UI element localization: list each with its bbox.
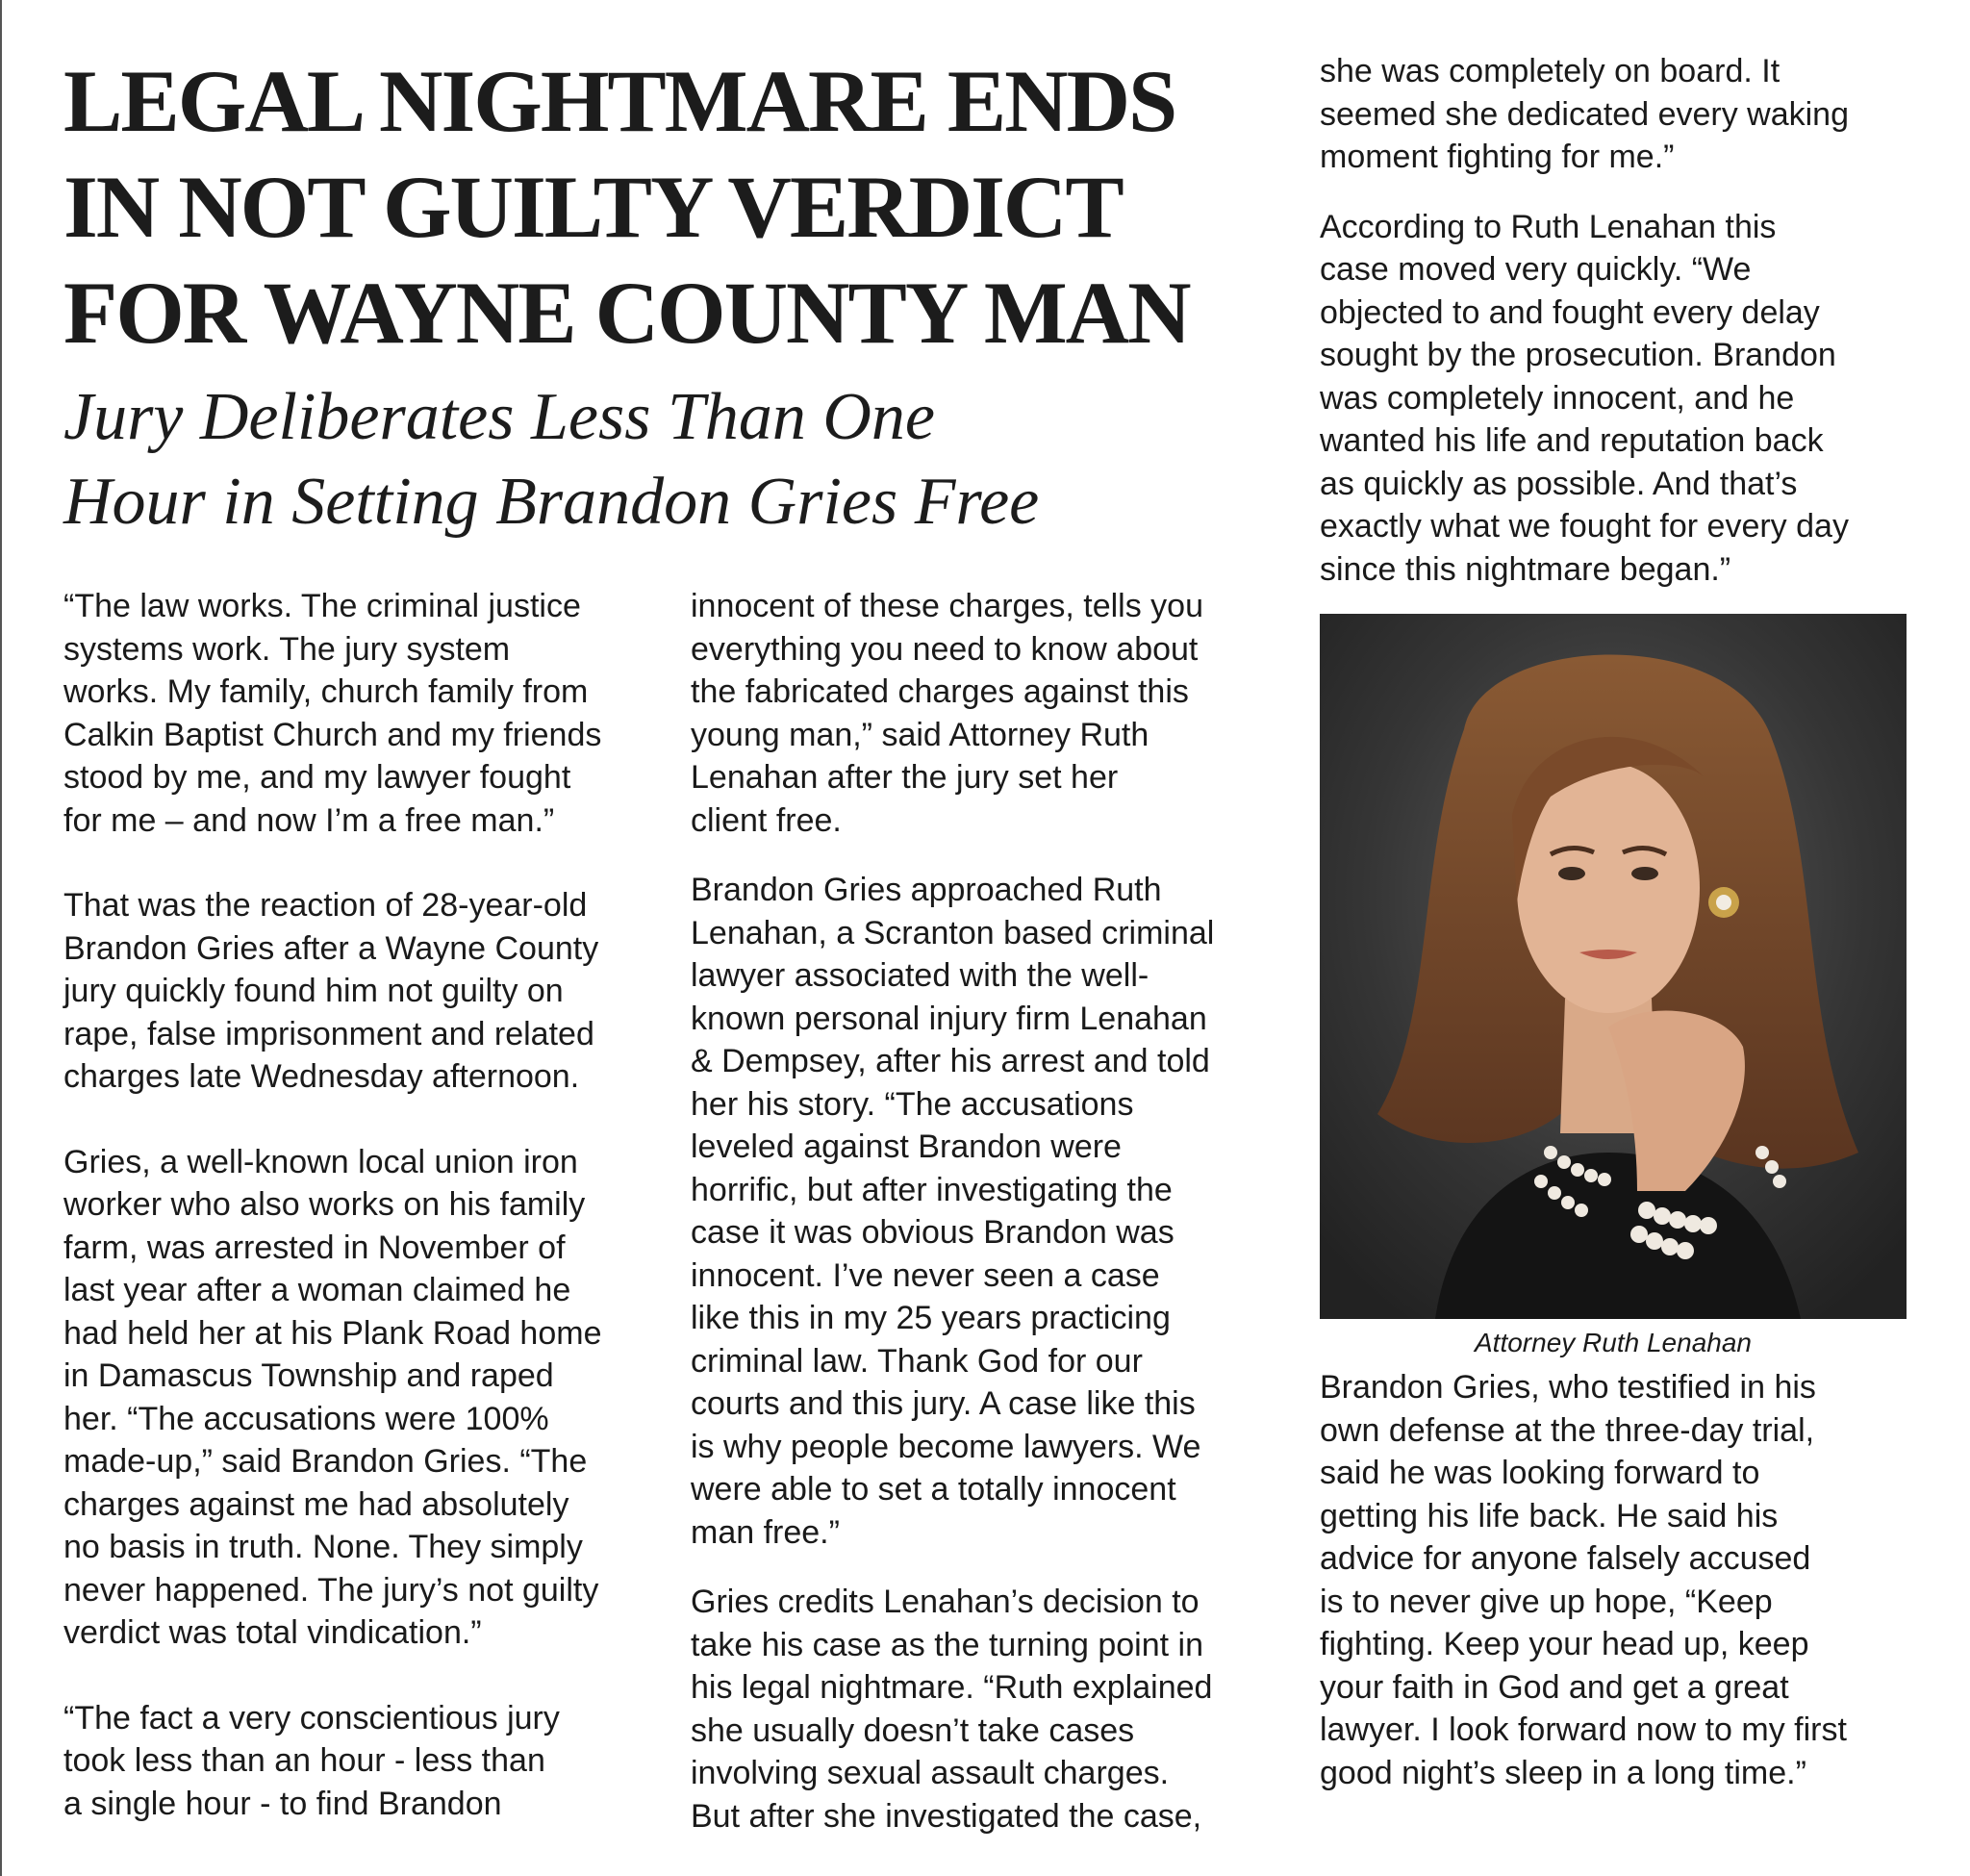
text-line: stood by me, and my lawyer fought	[63, 759, 571, 796]
paragraph	[691, 869, 1297, 1554]
text-line: client free.	[691, 801, 842, 839]
text-line: last year after a woman claimed he	[63, 1272, 571, 1308]
text-line: Brandon Gries, who testified in his	[1320, 1369, 1816, 1406]
text-line: made-up,” said Brandon Gries. “The	[63, 1443, 588, 1480]
text-line: verdict was total vindication.”	[63, 1614, 482, 1651]
text-line: advice for anyone falsely accused	[1320, 1540, 1811, 1577]
text-line: & Dempsey, after his arrest and told	[691, 1043, 1210, 1079]
headline-line: FOR WAYNE COUNTY MAN	[63, 264, 1190, 362]
text-line: she usually doesn’t take cases	[691, 1711, 1135, 1749]
text-line: is why people become lawyers. We	[691, 1428, 1201, 1465]
text-line: rape, false imprisonment and related	[63, 1015, 594, 1052]
text-line: her. “The accusations were 100%	[63, 1400, 549, 1437]
text-line: leveled against Brandon were	[691, 1128, 1122, 1165]
paragraph	[63, 1141, 669, 1655]
text-line: objected to and fought every delay	[1320, 293, 1820, 331]
text-line: farm, was arrested in November of	[63, 1229, 566, 1266]
text-line: man free.”	[691, 1513, 840, 1551]
text-line: Brandon Gries approached Ruth	[691, 872, 1162, 908]
text-line: her his story. “The accusations	[691, 1085, 1134, 1123]
text-line: getting his life back. He said his	[1320, 1497, 1779, 1534]
paragraph	[691, 1581, 1297, 1838]
text-line: case moved very quickly. “We	[1320, 251, 1752, 288]
text-line: fighting. Keep your head up, keep	[1320, 1626, 1809, 1662]
article-column-1	[63, 585, 669, 1825]
text-line: lawyer. I look forward now to my first	[1320, 1711, 1847, 1748]
paragraph	[63, 884, 669, 1099]
text-line: your faith in God and get a great	[1320, 1668, 1789, 1706]
text-line: took less than an hour - less than	[63, 1742, 545, 1779]
text-line: as quickly as possible. And that’s	[1320, 465, 1798, 502]
headline-line: IN NOT GUILTY VERDICT	[63, 158, 1123, 256]
article-column-2	[691, 585, 1297, 1838]
text-line: criminal law. Thank God for our	[691, 1342, 1143, 1380]
text-line: never happened. The jury’s not guilty	[63, 1571, 599, 1609]
text-line: jury quickly found him not guilty on	[63, 973, 564, 1009]
text-line: had held her at his Plank Road home	[63, 1314, 602, 1352]
text-line: Lenahan after the jury set her	[691, 759, 1119, 796]
text-line: charges against me had absolutely	[63, 1485, 569, 1523]
text-line: for me – and now I’m a free man.”	[63, 801, 555, 839]
photo-caption: Attorney Ruth Lenahan	[1475, 1328, 1752, 1357]
text-line: Brandon Gries after a Wayne County	[63, 929, 599, 967]
text-line: charges late Wednesday afternoon.	[63, 1058, 580, 1095]
paragraph	[691, 585, 1297, 842]
text-line: since this nightmare began.”	[1320, 550, 1731, 588]
paragraph	[1320, 1366, 1935, 1794]
subheadline-line: Hour in Setting Brandon Gries Free	[63, 465, 1040, 539]
headline-line: LEGAL NIGHTMARE ENDS	[63, 52, 1176, 150]
paragraph	[1320, 50, 1935, 179]
text-line: innocent of these charges, tells you	[691, 588, 1203, 624]
text-line: According to Ruth Lenahan this	[1320, 208, 1777, 245]
subheadline-line: Jury Deliberates Less Than One	[63, 380, 936, 454]
text-line: exactly what we fought for every day	[1320, 508, 1849, 545]
text-line: Gries, a well-known local union iron	[63, 1143, 578, 1180]
article-column-3-top	[1320, 50, 1935, 591]
text-line: Gries credits Lenahan’s decision to	[691, 1584, 1200, 1620]
attorney-portrait-photo	[1320, 614, 1907, 1319]
text-line: young man,” said Attorney Ruth	[691, 716, 1149, 753]
headline	[63, 48, 1304, 366]
paragraph	[63, 585, 669, 842]
text-line: no basis in truth. None. They simply	[63, 1529, 583, 1565]
text-line: she was completely on board. It	[1320, 53, 1781, 89]
text-line: innocent. I’ve never seen a case	[691, 1256, 1160, 1294]
text-line: But after she investigated the case,	[691, 1797, 1202, 1835]
text-line: everything you need to know about	[691, 630, 1199, 668]
text-line: were able to set a totally innocent	[691, 1471, 1176, 1508]
text-line: own defense at the three-day trial,	[1320, 1411, 1815, 1449]
text-line: works. My family, church family from	[63, 673, 589, 710]
text-line: a single hour - to find Brandon	[63, 1785, 502, 1822]
text-line: involving sexual assault charges.	[691, 1755, 1170, 1791]
text-line: That was the reaction of 28-year-old	[63, 887, 588, 924]
text-line: wanted his life and reputation back	[1320, 422, 1824, 459]
text-line: sought by the prosecution. Brandon	[1320, 337, 1836, 373]
article-column-3-bottom	[1320, 1366, 1935, 1794]
text-line: courts and this jury. A case like this	[691, 1385, 1196, 1422]
page-left-border	[0, 0, 2, 1876]
text-line: take his case as the turning point in	[691, 1626, 1203, 1663]
text-line: is to never give up hope, “Keep	[1320, 1583, 1773, 1620]
text-line: case it was obvious Brandon was	[691, 1214, 1174, 1251]
paragraph	[1320, 206, 1935, 592]
subheadline	[63, 375, 1314, 545]
text-line: horrific, but after investigating the	[691, 1171, 1173, 1208]
paragraph	[63, 1697, 669, 1826]
text-line: known personal injury firm Lenahan	[691, 1000, 1207, 1037]
text-line: was completely innocent, and he	[1320, 379, 1795, 417]
text-line: lawyer associated with the well-	[691, 957, 1149, 994]
text-line: moment fighting for me.”	[1320, 139, 1675, 175]
text-line: systems work. The jury system	[63, 630, 511, 668]
text-line: Calkin Baptist Church and my friends	[63, 716, 602, 753]
text-line: the fabricated charges against this	[691, 673, 1189, 710]
text-line: Lenahan, a Scranton based criminal	[691, 914, 1215, 951]
text-line: said he was looking forward to	[1320, 1455, 1760, 1491]
text-line: seemed she dedicated every waking	[1320, 95, 1849, 133]
text-line: worker who also works on his family	[63, 1186, 586, 1223]
text-line: like this in my 25 years practicing	[691, 1300, 1171, 1336]
text-line: his legal nightmare. “Ruth explained	[691, 1669, 1213, 1706]
text-line: “The law works. The criminal justice	[63, 588, 581, 624]
portrait-illustration	[1320, 614, 1907, 1319]
text-line: in Damascus Township and raped	[63, 1357, 554, 1394]
text-line: good night’s sleep in a long time.”	[1320, 1754, 1806, 1791]
text-line: “The fact a very conscientious jury	[63, 1699, 560, 1737]
